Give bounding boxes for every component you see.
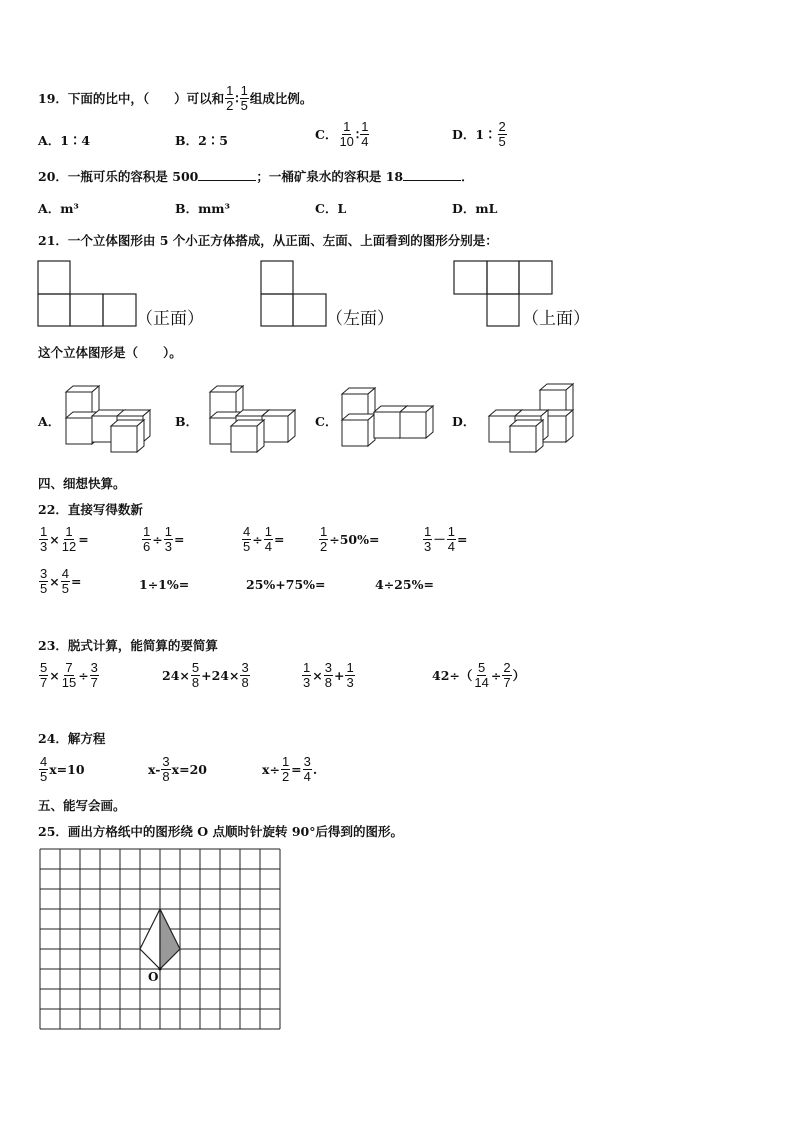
q21-option-d[interactable]: D．: [452, 414, 476, 429]
fraction: $\frac{1}{4}$: [361, 119, 369, 149]
q24-equation-3: x÷ $\frac{1}{2}$ = $\frac{3}{4}$ .: [262, 754, 318, 784]
q21-option-a[interactable]: A．: [38, 414, 61, 429]
q22-expr-2: $\frac{1}{6}$ ÷ $\frac{1}{3}$ =: [143, 524, 185, 554]
q23-expr-2: 24× $\frac{5}{8}$ +24× $\frac{3}{8}$: [162, 660, 249, 690]
q25-stem: 25．画出方格纸中的图形绕 O 点顺时针旋转 90°后得到的图形。: [38, 824, 403, 839]
fraction: $\frac{2}{5}$: [498, 119, 506, 149]
q22-expr-1: $\frac{1}{3}$ × $\frac{1}{12}$ =: [40, 524, 89, 554]
q21-option-c[interactable]: C．: [315, 414, 338, 429]
section-5-heading: 五、能写会画。: [38, 798, 126, 813]
q20-stem: 20．一瓶可乐的容积是 500 ；一桶矿泉水的容积是 18 ．: [38, 169, 474, 184]
q22-expr-8: 25%+75%=: [246, 577, 326, 592]
q23-expr-1: $\frac{5}{7}$ × $\frac{7}{15}$ ÷ $\frac{3}{7}$: [40, 660, 98, 690]
q22-expr-5: $\frac{1}{3}$ － $\frac{1}{4}$ =: [424, 524, 468, 554]
q20-option-c[interactable]: C．L: [315, 201, 347, 216]
q23-expr-4: 42÷（ $\frac{5}{14}$ ÷ $\frac{2}{7}$ ）: [432, 660, 526, 690]
front-view-label: （正面）: [136, 309, 204, 329]
left-view-label: （左面）: [326, 309, 394, 329]
q20-option-a[interactable]: A．m³: [38, 201, 79, 216]
q24-equation-2: x- $\frac{3}{8}$ x=20: [148, 754, 207, 784]
q19-option-d[interactable]: D．1∶ $\frac{2}{5}$: [452, 119, 506, 149]
point-o-label: O: [148, 970, 159, 984]
section-4-heading: 四、细想快算。: [38, 476, 126, 491]
q19-stem: 19．下面的比中，（ ）可以和 $\frac{1}{2}$ ∶ $\frac{1}{5}$ 组成比例。: [38, 83, 313, 113]
kite-left-half: [140, 909, 160, 969]
top-view-label: （上面）: [522, 309, 590, 329]
q22-expr-9: 4÷25%=: [375, 577, 434, 592]
q19-option-c[interactable]: C． $\frac{1}{10}$ ∶ $\frac{1}{4}$: [315, 119, 369, 149]
q20-option-d[interactable]: D．mL: [452, 201, 498, 216]
q21-option-b[interactable]: B．: [175, 414, 199, 429]
q19-option-a[interactable]: A．1∶4: [38, 133, 91, 148]
q22-expr-4: $\frac{1}{2}$ ÷50%=: [320, 524, 380, 554]
fraction: $\frac{1}{2}$: [226, 83, 234, 113]
q22-expr-7: 1÷1%=: [139, 577, 190, 592]
q22-stem: 22．直接写得数新: [38, 502, 143, 517]
q21-stem: 21．一个立体图形由 5 个小正方体搭成，从正面、左面、上面看到的图形分别是：: [38, 233, 498, 248]
q22-expr-3: $\frac{4}{5}$ ÷ $\frac{1}{4}$ =: [243, 524, 285, 554]
fraction: $\frac{1}{5}$: [240, 83, 248, 113]
q22-expr-6: $\frac{3}{5}$ × $\frac{4}{5}$ =: [40, 566, 82, 596]
q21-question: 这个立体图形是（ ）。: [38, 345, 182, 360]
q23-expr-3: $\frac{1}{3}$ × $\frac{3}{8}$ + $\frac{1}{3}$: [303, 660, 354, 690]
rotation-center-point: [159, 968, 162, 971]
q20-option-b[interactable]: B．mm³: [175, 201, 230, 216]
q24-stem: 24．解方程: [38, 731, 106, 746]
fraction: $\frac{1}{10}$: [339, 119, 354, 149]
q23-stem: 23．脱式计算，能简算的要简算: [38, 638, 218, 653]
q19-option-b[interactable]: B．2∶5: [175, 133, 228, 148]
q24-equation-1: $\frac{4}{5}$ x=10: [40, 754, 85, 784]
kite-right-half-shaded: [160, 909, 180, 969]
